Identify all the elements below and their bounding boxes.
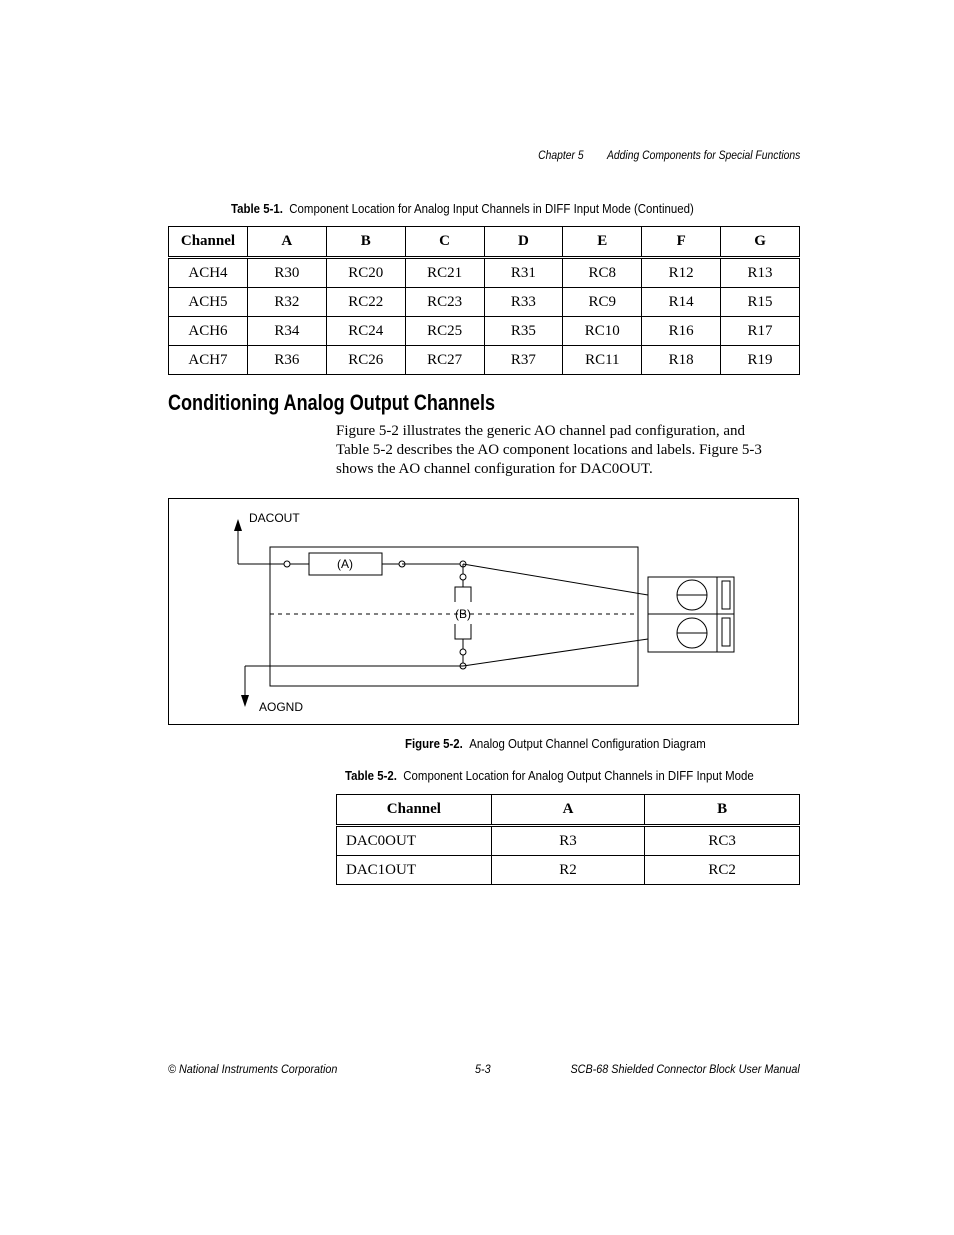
table2-header-channel: Channel — [337, 795, 492, 826]
table-cell: R31 — [484, 258, 563, 288]
table-cell: ACH6 — [169, 317, 248, 346]
terminal-slot — [722, 618, 730, 646]
table-cell: DAC1OUT — [337, 856, 492, 885]
table1-header-e: E — [563, 227, 642, 258]
table-cell: R13 — [721, 258, 800, 288]
table-cell: RC26 — [326, 346, 405, 375]
pad-node — [460, 649, 466, 655]
label-component-a: (A) — [337, 557, 353, 571]
paragraph-line: Table 5-2 describes the AO component locations and labels. Figure 5-3 — [336, 442, 762, 458]
table1-header-c: C — [405, 227, 484, 258]
table-cell: R37 — [484, 346, 563, 375]
table-row — [169, 317, 800, 346]
chapter-title: Adding Components for Special Functions — [606, 150, 800, 162]
table1-header-channel: Channel — [169, 227, 248, 258]
table-row — [337, 856, 800, 885]
table-cell: R32 — [247, 288, 326, 317]
table-cell: R34 — [247, 317, 326, 346]
table-cell: ACH5 — [169, 288, 248, 317]
table-cell: RC11 — [563, 346, 642, 375]
table-cell: R17 — [721, 317, 800, 346]
table-ao-components — [336, 794, 800, 885]
aognd-arrow-icon — [241, 695, 249, 707]
pad-node — [284, 561, 290, 567]
table1-header-g: G — [721, 227, 800, 258]
table-cell: ACH4 — [169, 258, 248, 288]
footer-page-number: 5-3 — [475, 1062, 491, 1076]
table-cell: RC9 — [563, 288, 642, 317]
figure-caption — [405, 736, 706, 751]
running-header — [538, 150, 800, 162]
table2-caption-label: Table 5-2. — [345, 768, 397, 783]
table-cell: RC20 — [326, 258, 405, 288]
table-cell: RC3 — [645, 826, 800, 856]
table-cell: RC8 — [563, 258, 642, 288]
table-cell: R14 — [642, 288, 721, 317]
table1-header-b: B — [326, 227, 405, 258]
paragraph-line: shows the AO channel configuration for DAC0OUT. — [336, 461, 653, 477]
table-cell: R18 — [642, 346, 721, 375]
table1-header-row — [169, 227, 800, 258]
label-aognd: AOGND — [259, 700, 304, 714]
table-ai-components — [168, 226, 800, 375]
table-cell: R2 — [491, 856, 645, 885]
table-cell: R33 — [484, 288, 563, 317]
table-cell: RC27 — [405, 346, 484, 375]
label-component-b: (B) — [455, 607, 471, 621]
table-cell: RC10 — [563, 317, 642, 346]
table-cell: R3 — [491, 826, 645, 856]
component-b-bottom — [455, 624, 471, 639]
table-cell: RC23 — [405, 288, 484, 317]
dacout-arrow-icon — [234, 519, 242, 531]
table-cell: RC22 — [326, 288, 405, 317]
table-cell: R15 — [721, 288, 800, 317]
lead-top — [463, 564, 648, 595]
table-cell: R30 — [247, 258, 326, 288]
figure-caption-label: Figure 5-2. — [405, 736, 463, 751]
table2-header-a: A — [491, 795, 645, 826]
table1-header-f: F — [642, 227, 721, 258]
board-outline — [270, 547, 638, 686]
table-cell: R19 — [721, 346, 800, 375]
table-cell: R12 — [642, 258, 721, 288]
table1-caption-text: Component Location for Analog Input Channels in DIFF Input Mode (Continued) — [289, 201, 694, 216]
label-dacout: DACOUT — [249, 511, 300, 525]
table-cell: R36 — [247, 346, 326, 375]
table-row — [169, 288, 800, 317]
table2-header-b: B — [645, 795, 800, 826]
table-cell: R16 — [642, 317, 721, 346]
table1-header-d: D — [484, 227, 563, 258]
table-cell: RC2 — [645, 856, 800, 885]
table-cell: RC21 — [405, 258, 484, 288]
table1-caption-label: Table 5-1. — [231, 201, 283, 216]
table2-caption-text: Component Location for Analog Output Channels in DIFF Input Mode — [403, 768, 754, 783]
table2-header-row — [337, 795, 800, 826]
table2-caption — [345, 768, 754, 783]
figure-caption-text: Analog Output Channel Configuration Diagram — [469, 736, 706, 751]
footer-manual-title: SCB-68 Shielded Connector Block User Manual — [570, 1062, 800, 1076]
table-row — [169, 258, 800, 288]
component-b-top — [455, 587, 471, 602]
pad-node — [460, 574, 466, 580]
table1-caption — [231, 201, 694, 216]
table-cell: RC25 — [405, 317, 484, 346]
table-cell: RC24 — [326, 317, 405, 346]
table-row — [169, 346, 800, 375]
table1-header-a: A — [247, 227, 326, 258]
table-cell: R35 — [484, 317, 563, 346]
ao-circuit-diagram — [169, 499, 800, 726]
body-paragraph — [336, 422, 806, 479]
chapter-number: Chapter 5 — [537, 150, 584, 162]
table-cell: DAC0OUT — [337, 826, 492, 856]
figure-ao-diagram — [168, 498, 799, 725]
lead-bottom — [463, 639, 648, 666]
paragraph-line: Figure 5-2 illustrates the generic AO channel pad configuration, and — [336, 423, 746, 439]
section-title: Conditioning Analog Output Channels — [168, 390, 496, 415]
table-cell: ACH7 — [169, 346, 248, 375]
table-row — [337, 826, 800, 856]
footer-copyright: © National Instruments Corporation — [168, 1062, 338, 1076]
terminal-slot — [722, 581, 730, 609]
